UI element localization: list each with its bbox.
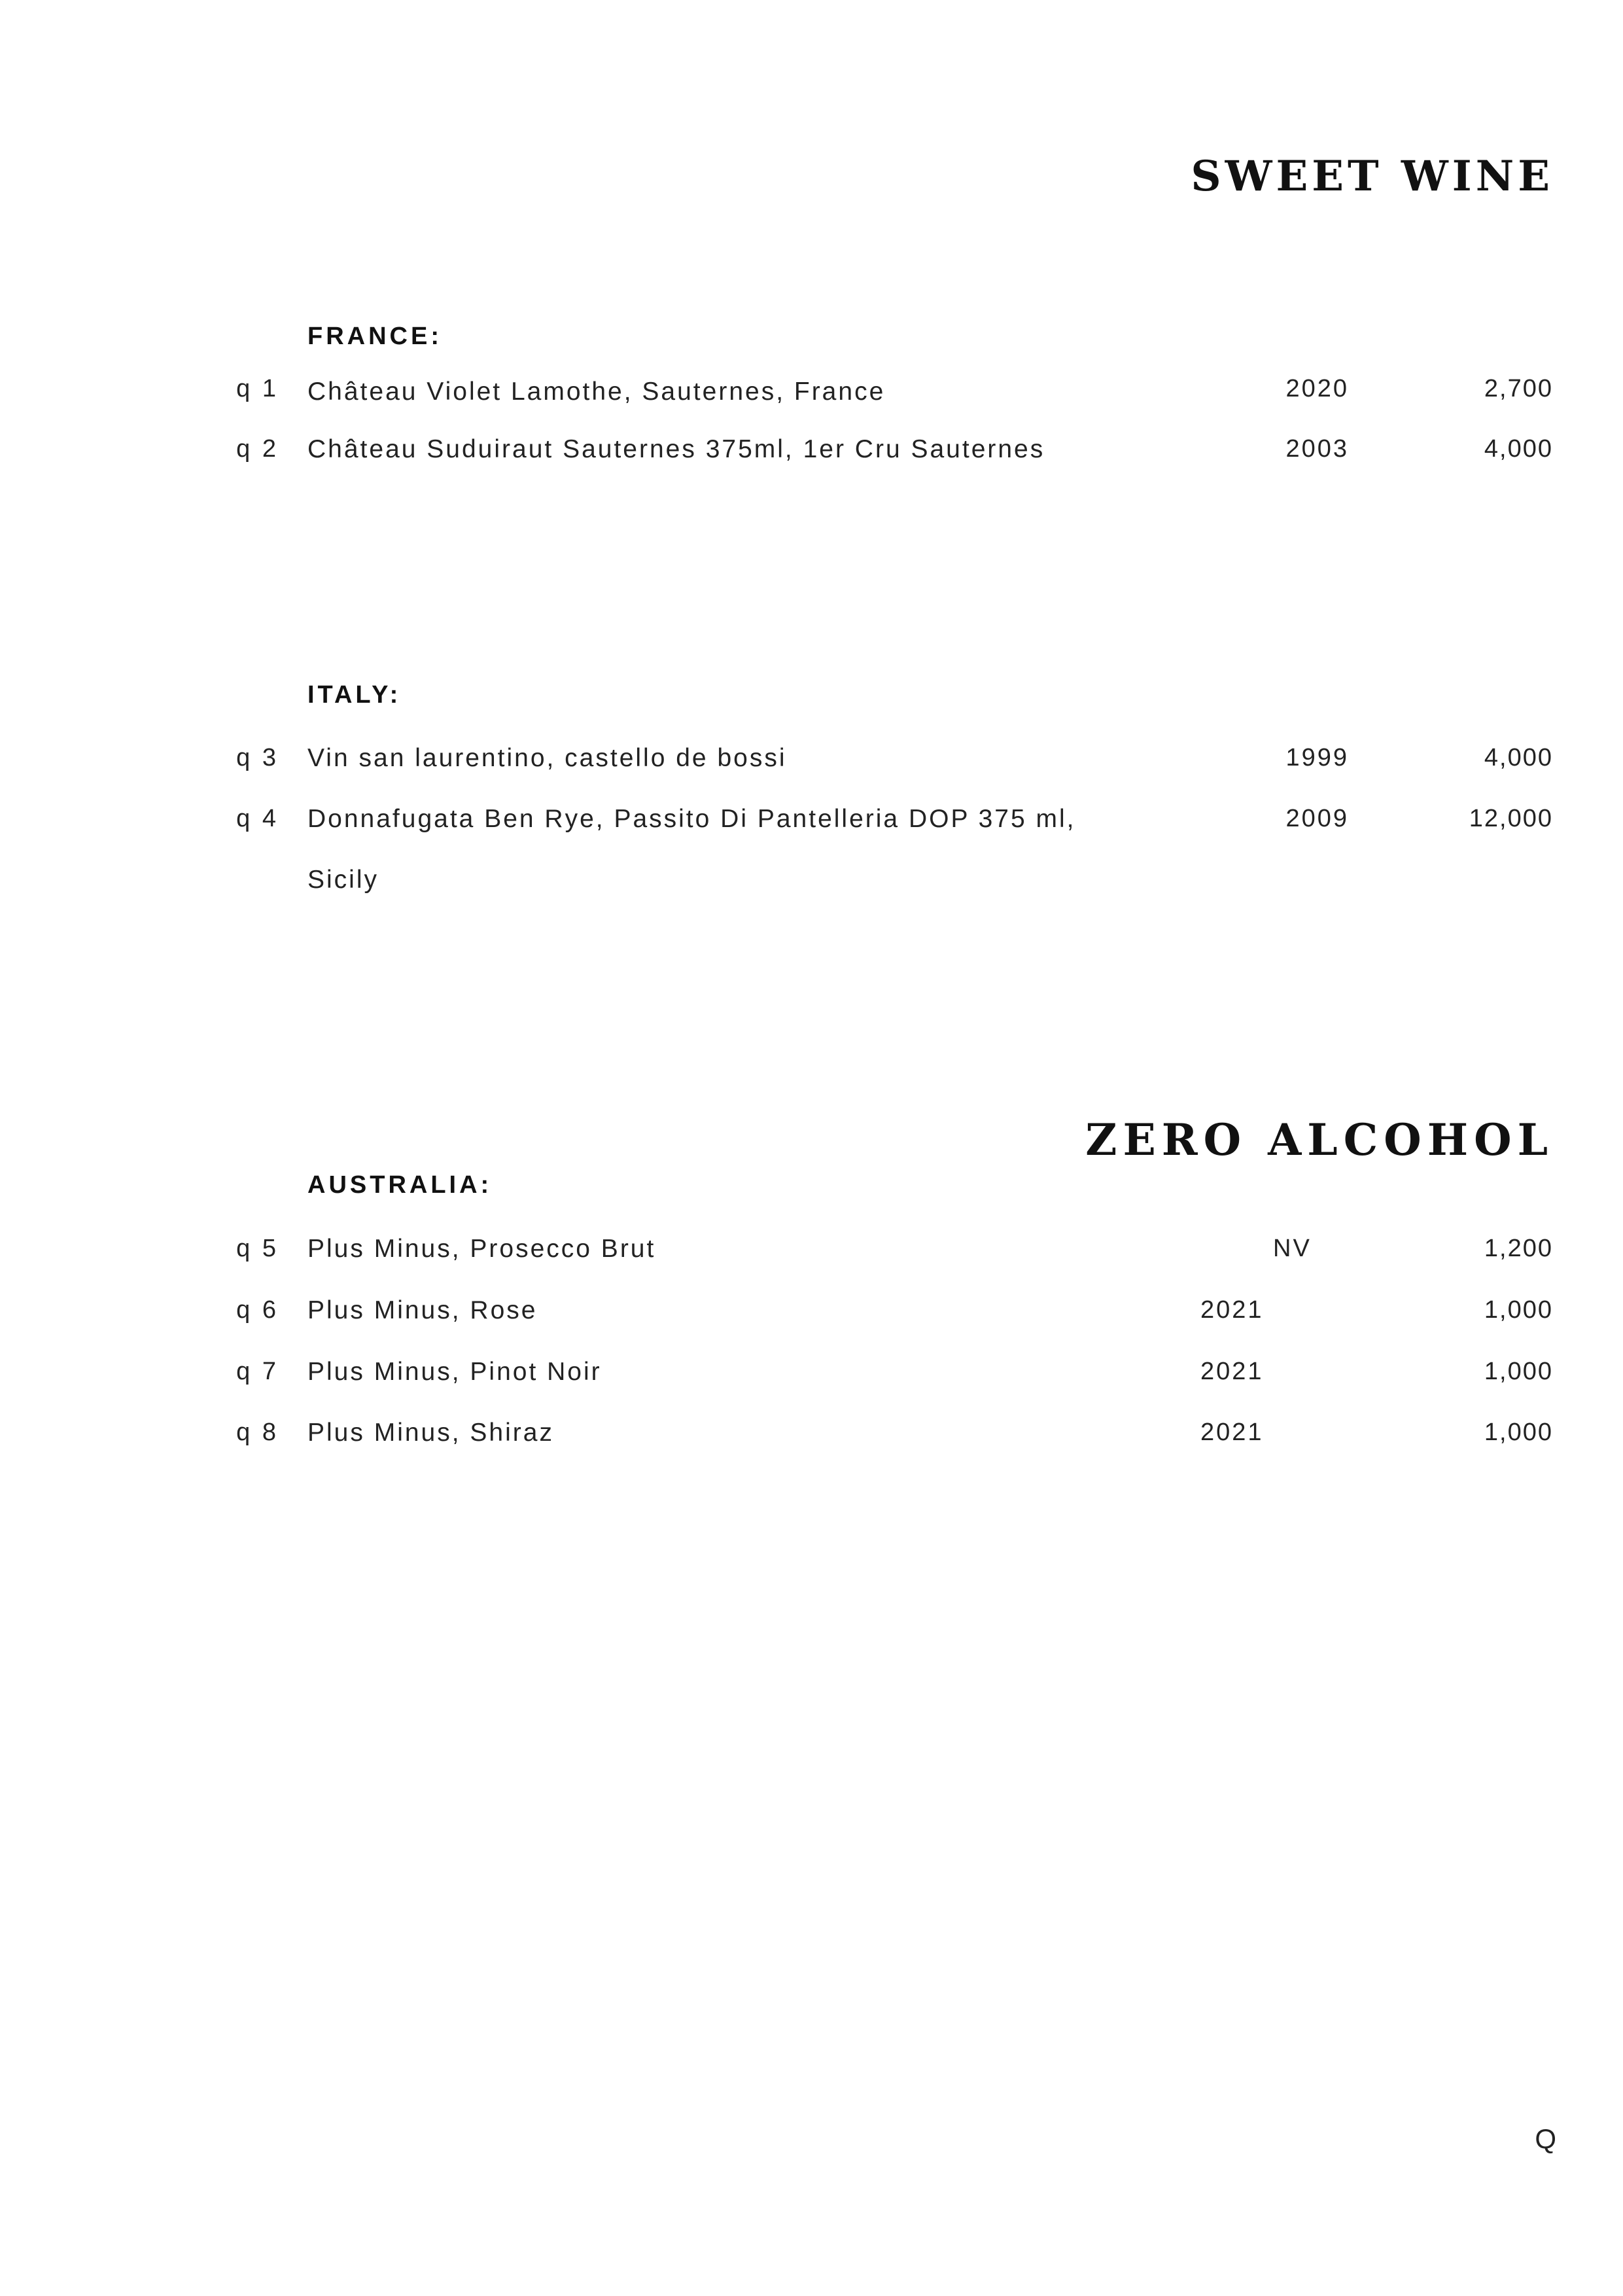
- item-name: Plus Minus, Pinot Noir: [307, 1358, 602, 1386]
- menu-item-row: [0, 375, 1623, 414]
- region-heading-france: FRANCE:: [307, 323, 442, 350]
- region-heading-italy: ITALY:: [307, 681, 402, 709]
- item-name: Château Violet Lamothe, Sauternes, France: [307, 378, 886, 406]
- item-name: Plus Minus, Prosecco Brut: [307, 1235, 656, 1263]
- item-price: 1,000: [1484, 1358, 1553, 1385]
- footer-logo-mark: Q: [1535, 2123, 1556, 2154]
- region-heading-australia: AUSTRALIA:: [307, 1171, 493, 1199]
- item-year: NV: [1273, 1235, 1312, 1262]
- item-year: 2021: [1200, 1358, 1264, 1385]
- menu-item-row: [0, 1296, 1623, 1335]
- menu-item-row: [0, 1358, 1623, 1397]
- item-code: q 5: [236, 1235, 279, 1262]
- menu-item-row: [0, 805, 1623, 894]
- section-title-sweet-wine: SWEET WINE: [1191, 152, 1554, 201]
- item-price: 1,000: [1484, 1419, 1553, 1446]
- item-year: 1999: [1285, 744, 1349, 771]
- item-code: q 2: [236, 435, 279, 463]
- item-price: 1,200: [1484, 1235, 1553, 1262]
- item-year: 2021: [1200, 1419, 1264, 1446]
- menu-item-row: [0, 435, 1623, 474]
- menu-item-row: [0, 744, 1623, 783]
- item-name: Plus Minus, Shiraz: [307, 1419, 554, 1447]
- item-name: Plus Minus, Rose: [307, 1296, 538, 1324]
- item-name: Donnafugata Ben Rye, Passito Di Pantelleria DOP 375 ml, Sicily: [307, 805, 1076, 894]
- item-name: Château Suduiraut Sauternes 375ml, 1er Cru Sauternes: [307, 435, 1045, 463]
- item-name: Vin san laurentino, castello de bossi: [307, 744, 787, 772]
- item-code: q 4: [236, 805, 279, 832]
- item-price: 2,700: [1484, 375, 1553, 402]
- item-year: 2021: [1200, 1296, 1264, 1324]
- menu-item-row: [0, 1419, 1623, 1458]
- menu-item-row: [0, 1235, 1623, 1274]
- item-code: q 1: [236, 375, 279, 402]
- item-price: 1,000: [1484, 1296, 1553, 1324]
- item-year: 2020: [1285, 375, 1349, 402]
- item-code: q 7: [236, 1358, 279, 1385]
- item-price: 12,000: [1469, 805, 1553, 832]
- item-price: 4,000: [1484, 744, 1553, 771]
- item-price: 4,000: [1484, 435, 1553, 463]
- item-year: 2003: [1285, 435, 1349, 463]
- item-year: 2009: [1285, 805, 1349, 832]
- item-code: q 3: [236, 744, 279, 771]
- section-title-zero-alcohol: ZERO ALCOHOL: [1085, 1114, 1554, 1165]
- item-code: q 6: [236, 1296, 279, 1324]
- item-code: q 8: [236, 1419, 279, 1446]
